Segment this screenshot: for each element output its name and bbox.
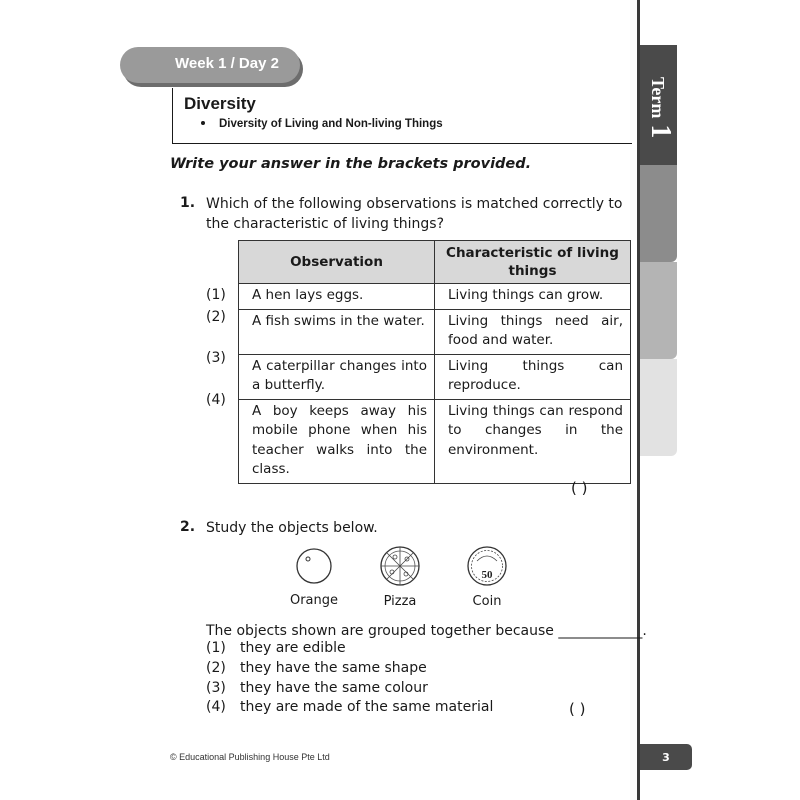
topic-header xyxy=(172,88,632,144)
subtopic: Diversity of Living and Non-living Things xyxy=(201,118,443,130)
svg-text:50: 50 xyxy=(481,569,493,581)
table-header-observation: Observation xyxy=(239,241,435,284)
q1-option-label: (4) xyxy=(206,392,226,408)
term-tab-1[interactable] xyxy=(640,45,677,165)
term-tab-3[interactable] xyxy=(640,262,677,359)
table-row: A fish swims in the water. Living things need air, food and water. xyxy=(239,309,631,354)
table-row: A caterpillar changes into a butterfly. Living things can reproduce. xyxy=(239,354,631,399)
q1-text: Which of the following observations is matched correctly to the characteristic of living things? xyxy=(206,196,623,232)
object-label: Orange xyxy=(289,593,339,608)
q2-option: (2) they have the same shape xyxy=(206,660,427,676)
object-coin xyxy=(457,545,517,609)
table-header-characteristic: Characteristic of living things xyxy=(435,241,631,284)
q1-number: 1. xyxy=(180,195,196,211)
q2-answer-bracket[interactable]: ( ) xyxy=(569,700,586,718)
term-tab-2[interactable] xyxy=(640,165,677,262)
q2-option: (4) they are made of the same material xyxy=(206,699,494,715)
orange-icon xyxy=(295,547,333,585)
copyright: © Educational Publishing House Pte Ltd xyxy=(170,752,330,762)
page-number: 3 xyxy=(640,744,692,770)
instruction: Write your answer in the brackets provided. xyxy=(170,156,532,172)
object-label: Coin xyxy=(472,594,502,609)
q1-option-label: (2) xyxy=(206,309,226,325)
object-orange xyxy=(284,547,344,608)
answer-blank[interactable]: ____________ xyxy=(558,623,643,639)
q1-option-label: (1) xyxy=(206,287,226,303)
q2-option: (1) they are edible xyxy=(206,640,346,656)
pizza-icon xyxy=(378,545,422,587)
q2-option: (3) they have the same colour xyxy=(206,680,428,696)
week-day-badge: Week 1 / Day 2 xyxy=(120,47,300,83)
q2-stem: The objects shown are grouped together because ____________. xyxy=(206,623,647,639)
object-pizza xyxy=(370,545,430,609)
table-row: A hen lays eggs. Living things can grow. xyxy=(239,284,631,310)
topic-title: Diversity xyxy=(184,94,256,113)
coin-icon xyxy=(466,545,508,587)
bullet-icon xyxy=(201,121,205,125)
q1-table xyxy=(238,240,631,484)
term-tab-label: Term 1 xyxy=(645,77,676,139)
q1-answer-bracket[interactable]: ( ) xyxy=(571,479,588,497)
term-tab-4[interactable] xyxy=(640,359,677,456)
q2-text: Study the objects below. xyxy=(206,520,378,536)
q2-number: 2. xyxy=(180,519,196,535)
q1-option-label: (3) xyxy=(206,350,226,366)
table-row: A boy keeps away his mobile phone when his teacher walks into the class. Living things can respond to changes in the environment. xyxy=(239,399,631,483)
object-label: Pizza xyxy=(383,594,417,609)
